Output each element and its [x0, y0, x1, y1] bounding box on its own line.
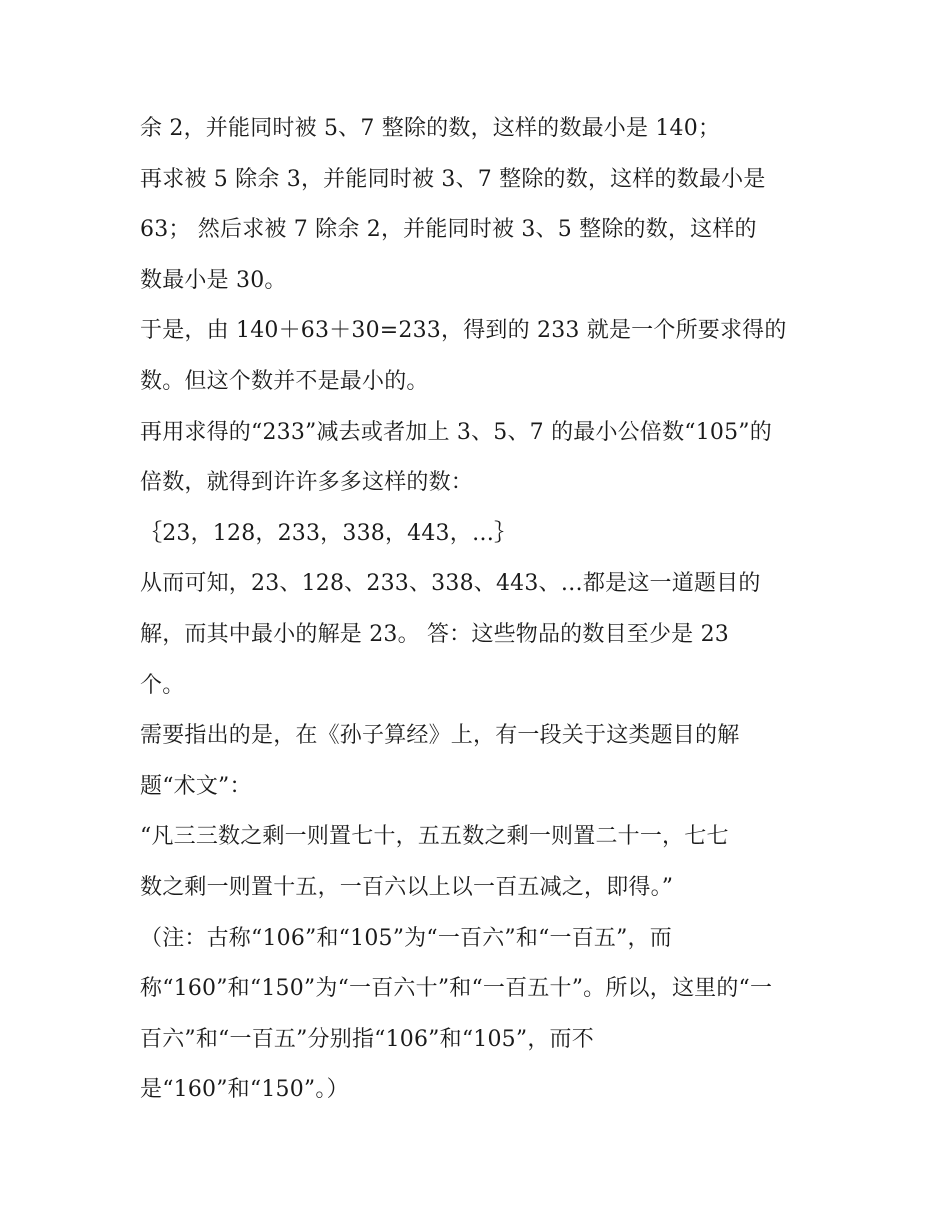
text-line: 数。但这个数并不是最小的。: [140, 368, 429, 394]
text-line: 63； 然后求被 7 除余 2，并能同时被 3、5 整除的数，这样的: [140, 217, 757, 243]
text-line: 余 2，并能同时被 5、7 整除的数，这样的数最小是 140；: [140, 116, 721, 141]
note-line: 百六”和“一百五”分别指“106”和“105”，而不: [140, 1026, 594, 1052]
text-line: 从而可知，23、128、233、338、443、…都是这一道题目的: [140, 571, 761, 597]
note-line: （注：古称“106”和“105”为“一百六”和“一百五”，而: [140, 925, 672, 951]
text-line: 需要指出的是，在《孙子算经》上，有一段关于这类题目的解: [140, 723, 740, 749]
body-text: [140, 104, 820, 1116]
text-line: 再求被 5 除余 3，并能同时被 3、7 整除的数，这样的数最小是: [140, 166, 766, 192]
text-line: 再用求得的“233”减去或者加上 3、5、7 的最小公倍数“105”的: [140, 419, 772, 445]
answer-line: 解，而其中最小的解是 23。 答：这些物品的数目至少是 23: [140, 621, 729, 647]
text-line: 题“术文”：: [140, 773, 252, 799]
quotation-line: 数之剩一则置十五，一百六以上以一百五减之，即得。”: [140, 874, 674, 900]
quotation-line: “凡三三数之剩一则置七十，五五数之剩一则置二十一，七七: [140, 824, 729, 850]
text-line: 倍数，就得到许许多多这样的数：: [140, 470, 474, 496]
solution-set: ｛23，128，233，338，443，…｝: [140, 520, 517, 546]
text-line: 个。: [140, 672, 185, 698]
text-line: 于是，由 140＋63＋30=233，得到的 233 就是一个所要求得的: [140, 318, 787, 344]
note-line: 称“160”和“150”为“一百六十”和“一百五十”。所以，这里的“一: [140, 976, 773, 1002]
text-line: 数最小是 30。: [140, 267, 287, 293]
note-line: 是“160”和“150”。）: [140, 1077, 349, 1103]
